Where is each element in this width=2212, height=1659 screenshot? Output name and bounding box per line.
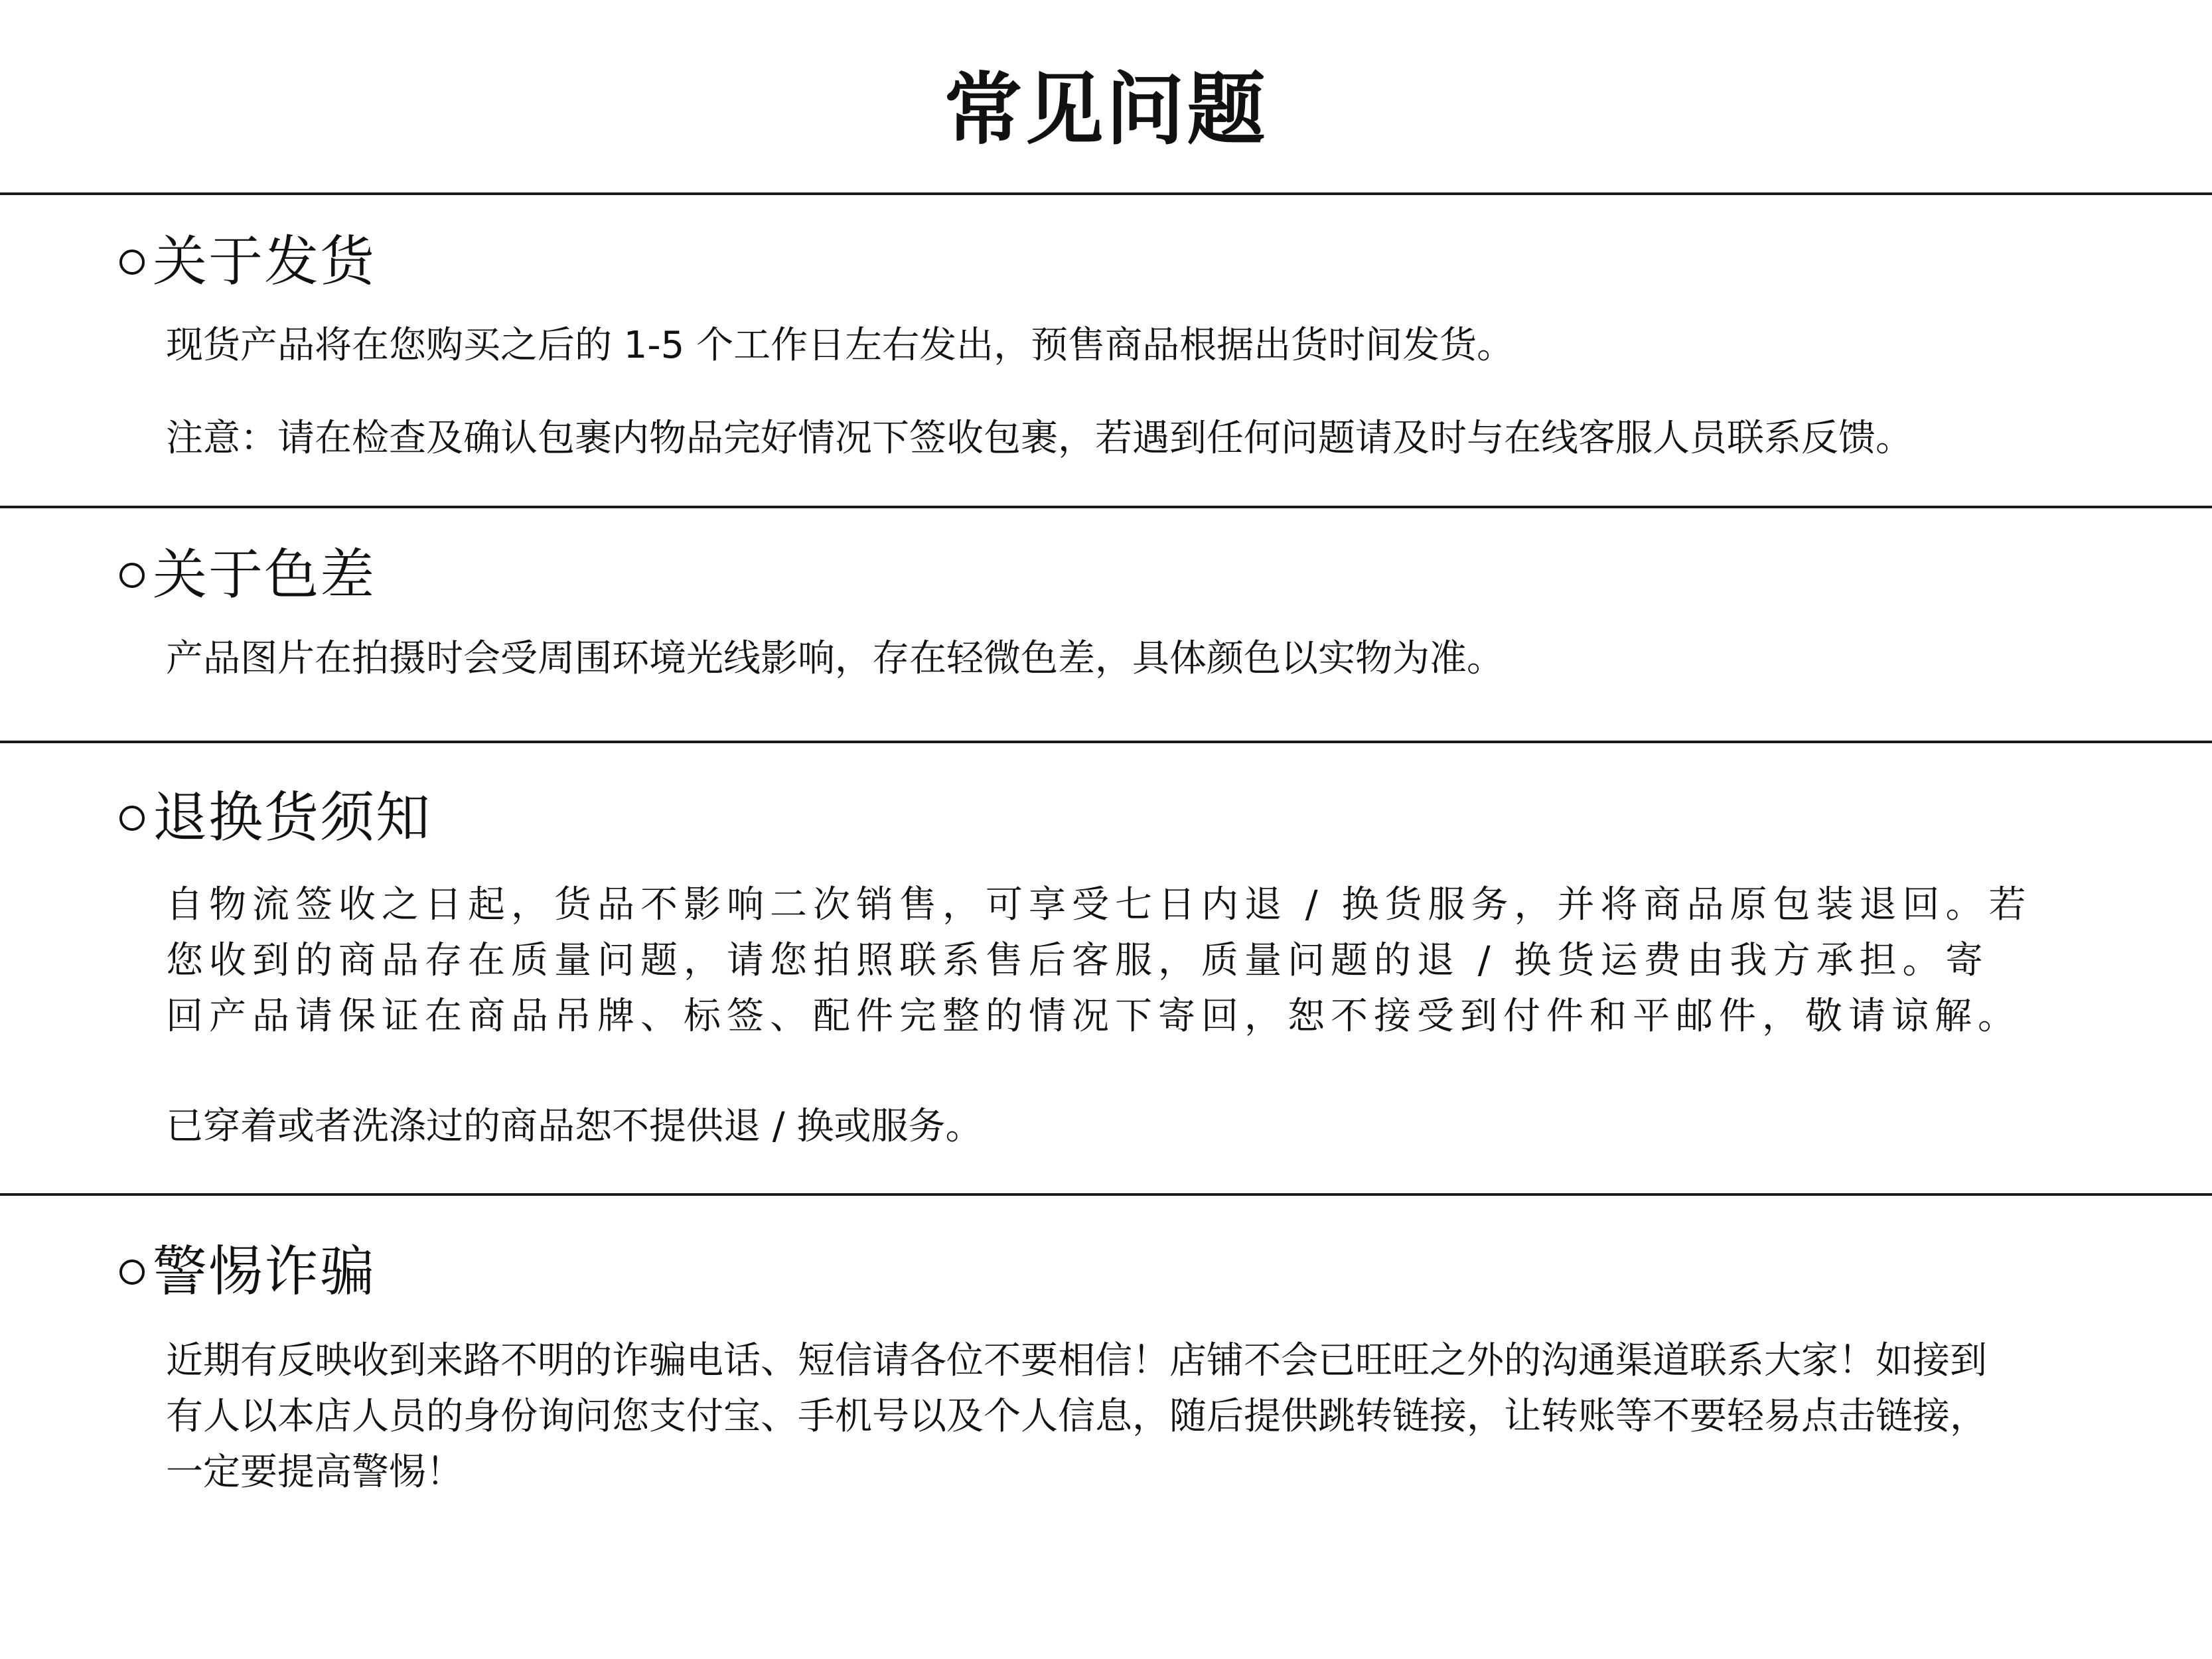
returns-paragraph-line: 回产品请保证在商品吊牌、标签、配件完整的情况下寄回，恕不接受到付件和平邮件，敬请谅解。 bbox=[166, 995, 2021, 1038]
section-heading-shipping bbox=[119, 226, 376, 299]
section-heading-returns bbox=[119, 782, 431, 855]
section-title: 警惕诈骗 bbox=[153, 1240, 376, 1303]
section-title: 退换货须知 bbox=[153, 786, 432, 849]
returns-note-paragraph: 已穿着或者洗涤过的商品恕不提供退 / 换或服务。 bbox=[166, 1105, 983, 1148]
color-paragraph: 产品图片在拍摄时会受周围环境光线影响，存在轻微色差，具体颜色以实物为准。 bbox=[166, 637, 1504, 680]
shipping-paragraph: 现货产品将在您购买之后的 1-5 个工作日左右发出，预售商品根据出货时间发货。 bbox=[166, 324, 1514, 367]
fraud-paragraph-line: 一定要提高警惕！ bbox=[166, 1451, 463, 1494]
page-title: 常见问题 bbox=[944, 64, 1268, 155]
circle-bullet-icon bbox=[119, 806, 145, 831]
section-title: 关于色差 bbox=[153, 543, 376, 607]
shipping-note-paragraph: 注意：请在检查及确认包裹内物品完好情况下签收包裹，若遇到任何问题请及时与在线客服人员联系反馈。 bbox=[166, 417, 1913, 460]
fraud-paragraph-line: 近期有反映收到来路不明的诈骗电话、短信请各位不要相信！店铺不会已旺旺之外的沟通渠道联系大家！如接到 bbox=[166, 1339, 1987, 1382]
divider bbox=[0, 1193, 2212, 1196]
divider bbox=[0, 506, 2212, 508]
returns-paragraph-line: 您收到的商品存在质量问题，请您拍照联系售后客服，质量问题的退 / 换货运费由我方承担。寄 bbox=[166, 939, 1989, 982]
circle-bullet-icon bbox=[119, 1260, 145, 1285]
circle-bullet-icon bbox=[119, 250, 145, 275]
section-heading-color bbox=[119, 539, 376, 612]
section-title: 关于发货 bbox=[153, 230, 376, 293]
fraud-paragraph-line: 有人以本店人员的身份询问您支付宝、手机号以及个人信息，随后提供跳转链接，让转账等不要轻易点击链接， bbox=[166, 1395, 1987, 1438]
divider bbox=[0, 741, 2212, 743]
divider bbox=[0, 192, 2212, 195]
section-heading-fraud bbox=[119, 1236, 376, 1309]
returns-paragraph-line: 自物流签收之日起，货品不影响二次销售，可享受七日内退 / 换货服务，并将商品原包装退回。若 bbox=[166, 883, 2032, 926]
circle-bullet-icon bbox=[119, 563, 145, 588]
